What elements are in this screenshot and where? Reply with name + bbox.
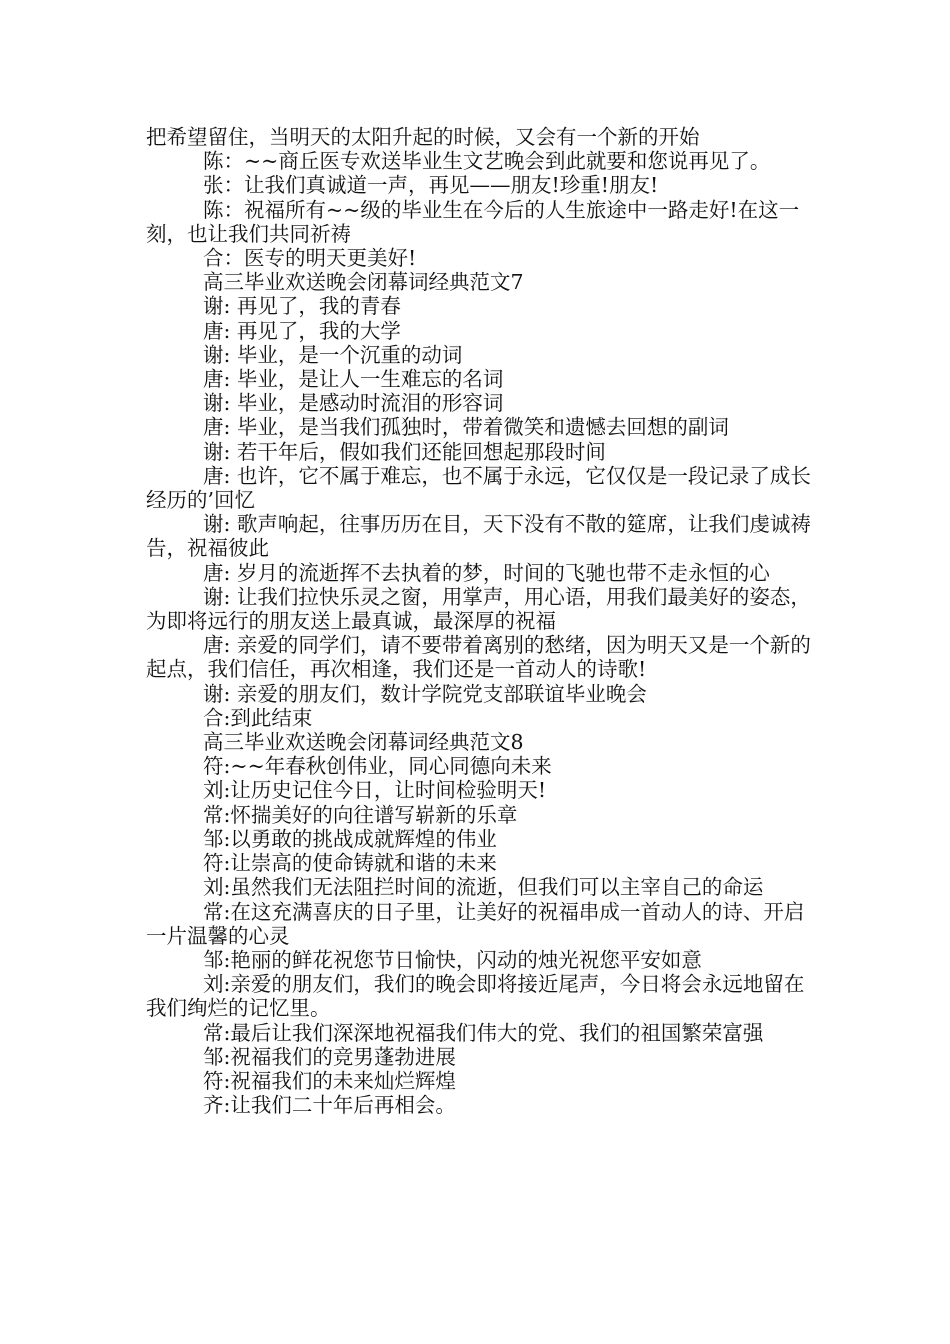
paragraph: 邹:艳丽的鲜花祝您节日愉快，闪动的烛光祝您平安如意	[203, 947, 702, 972]
paragraph: 常:最后让我们深深地祝福我们伟大的党、我们的祖国繁荣富强	[203, 1020, 764, 1045]
paragraph: 合：医专的明天更美好!	[203, 246, 417, 271]
document-body	[146, 125, 822, 1117]
paragraph: 刘:亲爱的朋友们，我们的晚会即将接近尾声，今日将会永远地留在我们绚烂的记忆里。	[146, 972, 805, 1021]
paragraph: 常:在这充满喜庆的日子里，让美好的祝福串成一首动人的诗、开启一片温馨的心灵	[146, 899, 805, 948]
paragraph: 刘:虽然我们无法阻拦时间的流逝，但我们可以主宰自己的命运	[203, 875, 764, 900]
paragraph: 把希望留住，当明天的太阳升起的时候，又会有一个新的开始	[146, 125, 700, 149]
paragraph: 谢: 歌声响起，往事历历在目，天下没有不散的筵席，让我们虔诚祷告，祝福彼此	[146, 512, 811, 561]
paragraph: 合:到此结束	[203, 705, 313, 730]
paragraph: 陈：~~商丘医专欢送毕业生文艺晚会到此就要和您说再见了。	[203, 149, 771, 174]
paragraph: 唐: 也许，它不属于难忘，也不属于永远，它仅仅是一段记录了成长经历的’回忆	[146, 463, 811, 513]
paragraph: 谢: 亲爱的朋友们，数计学院党支部联谊毕业晚会	[203, 681, 647, 706]
section-title: 高三毕业欢送晚会闭幕词经典范文8	[203, 730, 524, 755]
paragraph: 谢: 毕业，是感动时流泪的形容词	[203, 391, 504, 416]
paragraph: 唐: 再见了，我的大学	[203, 318, 401, 343]
section-title: 高三毕业欢送晚会闭幕词经典范文7	[203, 270, 524, 295]
paragraph: 唐: 亲爱的同学们，请不要带着离别的愁绪，因为明天又是一个新的起点，我们信任，再次相逢，我们还是一首动人的诗歌!	[146, 633, 811, 682]
paragraph: 符:祝福我们的未来灿烂辉煌	[203, 1068, 456, 1093]
paragraph: 陈：祝福所有~~级的毕业生在今后的人生旅途中一路走好!在这一刻，也让我们共同祈祷	[146, 197, 800, 246]
paragraph: 刘:让历史记住今日，让时间检验明天!	[203, 778, 547, 803]
paragraph: 唐: 毕业，是当我们孤独时，带着微笑和遗憾去回想的副词	[203, 415, 729, 440]
paragraph: 谢: 若干年后，假如我们还能回想起那段时间	[203, 439, 606, 464]
paragraph: 唐: 毕业，是让人一生难忘的名词	[203, 367, 504, 392]
paragraph: 谢: 让我们拉快乐灵之窗，用掌声，用心语，用我们最美好的姿态，为即将远行的朋友送上最真诚，最深厚的祝福	[146, 584, 811, 634]
paragraph: 邹:以勇敢的挑战成就辉煌的伟业	[203, 826, 497, 851]
paragraph: 谢: 再见了，我的青春	[203, 294, 401, 319]
paragraph: 常:怀揣美好的向往谱写崭新的乐章	[203, 802, 518, 827]
paragraph: 符:让崇高的使命铸就和谐的未来	[203, 851, 497, 876]
paragraph: 符:~~年春秋创伟业，同心同德向未来	[203, 754, 552, 779]
paragraph: 唐: 岁月的流逝挥不去执着的梦，时间的飞驰也带不走永恒的心	[203, 560, 770, 585]
paragraph: 谢: 毕业，是一个沉重的动词	[203, 342, 463, 367]
paragraph: 邹:祝福我们的竞男蓬勃进展	[203, 1044, 456, 1069]
paragraph: 齐:让我们二十年后再相会。	[203, 1093, 456, 1118]
paragraph: 张：让我们真诚道一声，再见——朋友!珍重!朋友!	[203, 173, 659, 198]
